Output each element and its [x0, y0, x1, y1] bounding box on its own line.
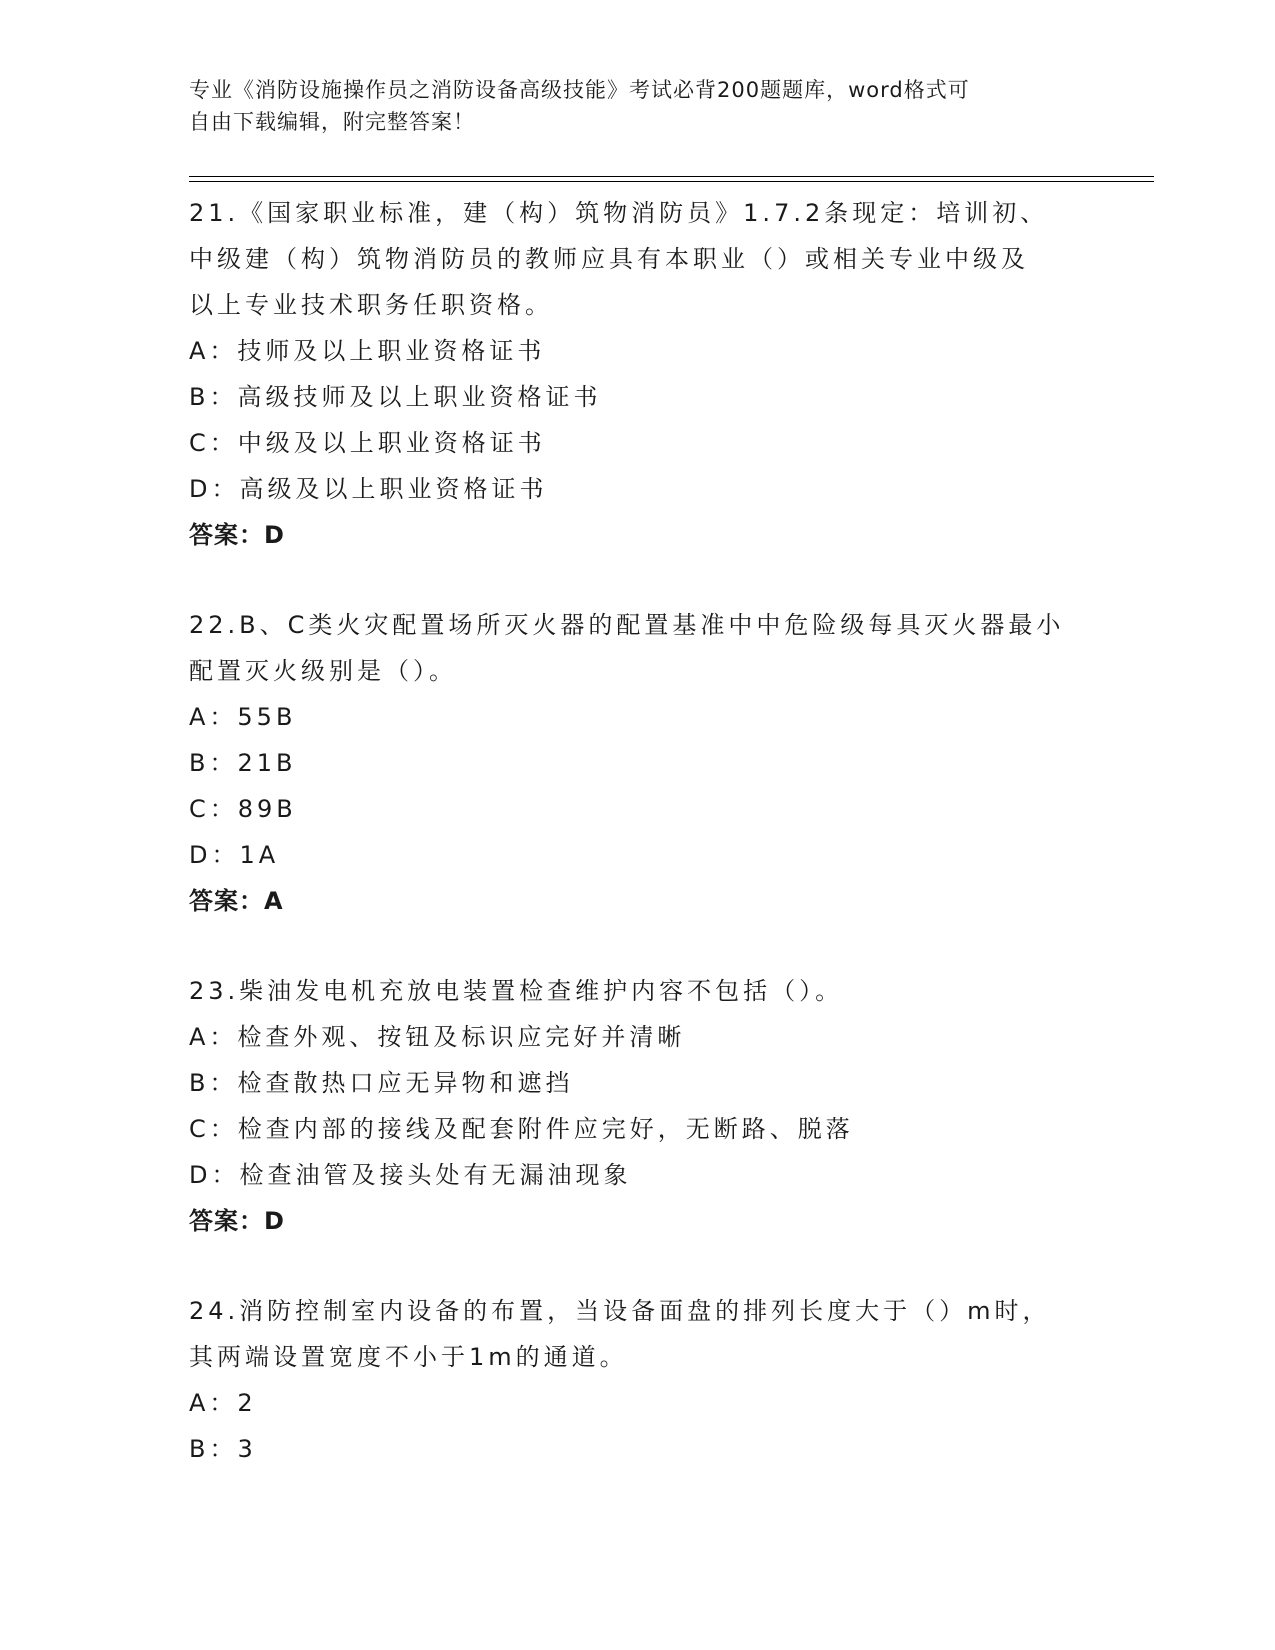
question-22	[189, 602, 1089, 924]
document-header	[189, 74, 1089, 138]
answer-label: 答案：D	[189, 1207, 285, 1235]
question-stem-line: 中级建（构）筑物消防员的教师应具有本职业（）或相关专业中级及	[189, 245, 1029, 273]
option-b: B：检查散热口应无异物和遮挡	[189, 1069, 574, 1097]
question-23	[189, 968, 1089, 1244]
header-divider-top	[189, 176, 1154, 177]
option-a: A：2	[189, 1389, 257, 1417]
option-d: D：检查油管及接头处有无漏油现象	[189, 1161, 632, 1189]
question-stem-line: 以上专业技术职务任职资格。	[189, 291, 553, 319]
option-b: B：3	[189, 1435, 257, 1463]
question-21	[189, 190, 1089, 558]
header-line-2: 自由下载编辑，附完整答案！	[189, 110, 475, 134]
option-a: A：55B	[189, 703, 297, 731]
option-d: D：1A	[189, 841, 280, 869]
option-b: B：高级技师及以上职业资格证书	[189, 383, 602, 411]
question-spacer	[189, 1244, 1089, 1288]
question-list	[189, 190, 1089, 1472]
header-line-1: 专业《消防设施操作员之消防设备高级技能》考试必背200题题库，word格式可	[189, 78, 970, 102]
option-a: A：技师及以上职业资格证书	[189, 337, 546, 365]
question-stem-line: 22.B、C类火灾配置场所灭火器的配置基准中中危险级每具灭火器最小	[189, 611, 1065, 639]
question-stem-line: 其两端设置宽度不小于1m的通道。	[189, 1343, 628, 1371]
question-stem-line: 24.消防控制室内设备的布置，当设备面盘的排列长度大于（）m时，	[189, 1297, 1051, 1325]
question-24	[189, 1288, 1089, 1472]
option-c: C：检查内部的接线及配套附件应完好，无断路、脱落	[189, 1115, 854, 1143]
option-c: C：中级及以上职业资格证书	[189, 429, 546, 457]
question-stem-line: 21.《国家职业标准，建（构）筑物消防员》1.7.2条现定：培训初、	[189, 199, 1049, 227]
option-a: A：检查外观、按钮及标识应完好并清晰	[189, 1023, 686, 1051]
header-divider-bottom	[189, 181, 1154, 182]
question-stem-line: 23.柴油发电机充放电装置检查维护内容不包括（）。	[189, 977, 844, 1005]
option-c: C：89B	[189, 795, 297, 823]
question-spacer	[189, 558, 1089, 602]
question-stem-line: 配置灭火级别是（）。	[189, 657, 457, 685]
option-b: B：21B	[189, 749, 297, 777]
answer-label: 答案：A	[189, 887, 284, 915]
question-spacer	[189, 924, 1089, 968]
answer-label: 答案：D	[189, 521, 285, 549]
option-d: D：高级及以上职业资格证书	[189, 475, 548, 503]
